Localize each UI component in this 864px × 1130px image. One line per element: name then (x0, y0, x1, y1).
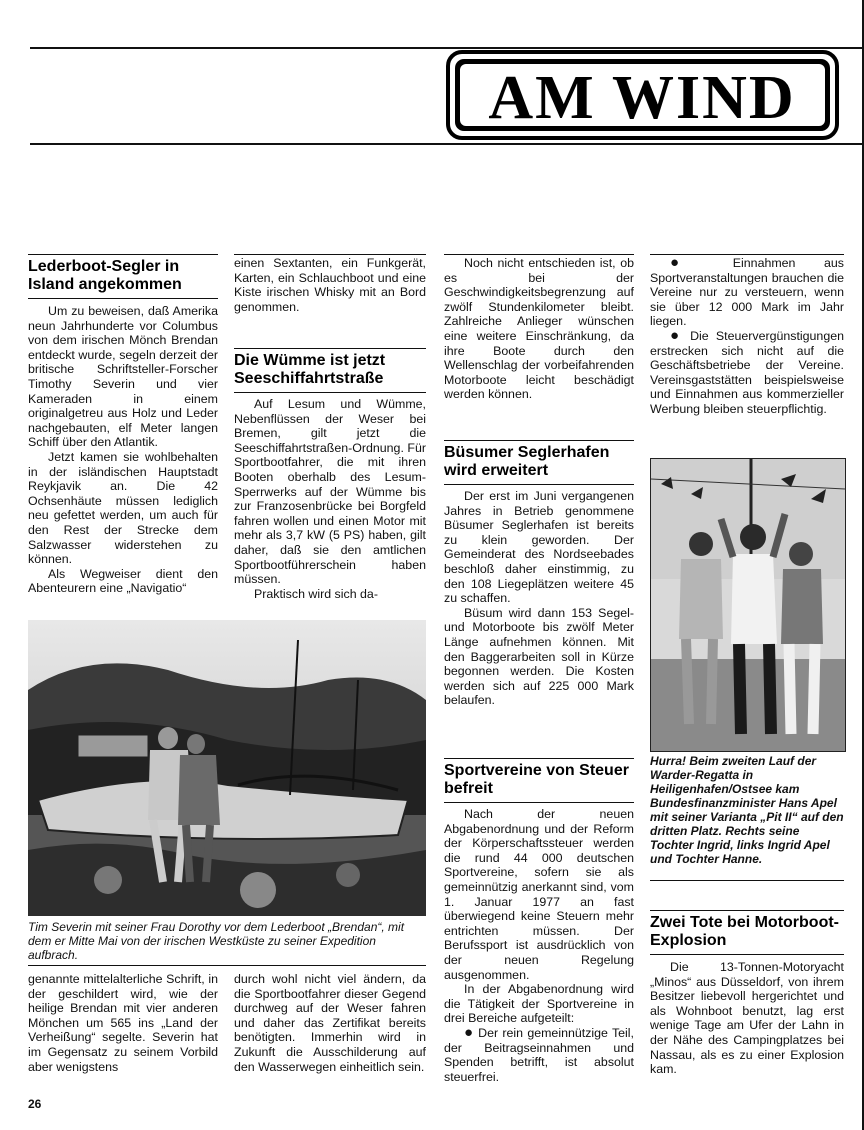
article4-para2: In der Abgabenordnung wird die Tätigkeit der Sportvereine in drei Bereiche aufgeteilt: (444, 982, 634, 1026)
bullet-icon: ● (670, 326, 683, 344)
page-number: 26 (28, 1097, 42, 1111)
article3-para1: Der erst im Juni vergangenen Jahres in Betrieb genommene Büsumer Seglerhafen ist bereits zu klein geworden. Der Gemeinderat des Nordseebades beschloß daher einstimmig, zu den 108 Liegeplätzen weitere 45 zu schaffen. (444, 489, 634, 606)
article4-bullet3 (650, 326, 844, 417)
article2-continued-text: durch wohl nicht viel ändern, da die Sportbootfahrer dieser Gegend durchweg auf der Weser fahren und daher das Zertifikat bereits benötigten. Immerhin wird in Zukunft die Ausschilderung auf den Wasserwegen einheitlich sein. (234, 972, 426, 1074)
article1-headline: Lederboot-Segler in Island angekommen (28, 258, 182, 293)
article2-col3-text: Noch nicht entschieden ist, ob es bei der Geschwindigkeitsbegrenzung auf zwölf Stundenkilometer bleibt. Zahlreiche Anlieger wünschen eine weitere Einschränkung, da ihre Boote durch den Wellenschlag der vorbeifahrenden Motorboote leicht beschädigt werden können. (444, 256, 634, 402)
photo2-caption-rule (650, 880, 844, 881)
photo1-caption: Tim Severin mit seiner Frau Dorothy vor dem Lederboot „Brendan“, mit dem er Mitte Mai von der irischen Westküste zu seiner Expedition aufbrach. (28, 920, 405, 962)
article1-col1 (28, 304, 218, 596)
article4-col4 (650, 256, 844, 417)
article4-headline: Sportvereine von Steuer befreit (444, 762, 629, 797)
article4-top-rule (444, 758, 634, 759)
article2-continued (234, 972, 426, 1074)
article2-para2: Praktisch wird sich da- (254, 586, 378, 601)
article3-top-rule (444, 440, 634, 441)
article5-underline (650, 954, 844, 955)
article1-para3: Als Wegweiser dient den Abenteurern eine „Navigatio“ (28, 566, 218, 596)
am-wind-logo (446, 50, 839, 140)
article1-col2-text: einen Sextanten, ein Funkgerät, Karten, ein Schlauchboot und eine Kiste irischen Whisky mit an Bord genommen. (234, 256, 426, 314)
photo-apel-regatta (650, 458, 846, 752)
top-rule (30, 47, 864, 49)
article4-para1: Nach der neuen Abgabenordnung und der Reform der Körperschaftssteuer werden die rund 44 000 deutschen Sportvereine, sofern sie als gemeinnützig anerkannt sind, vom 1. Januar 1977 an fast überwiegend keine Steuern mehr entrichten müssen. Der Berufssport ist ausdrücklich von der neuen Regelung ausgenommen. (444, 807, 634, 982)
masthead-title: AM WIND (488, 64, 796, 132)
article5-headline: Zwei Tote bei Motorboot-Explosion (650, 914, 840, 949)
article2-headline: Die Wümme ist jetzt Seeschiffahrtstraße (234, 352, 386, 387)
masthead-rule (30, 143, 864, 145)
photo2-caption: Hurra! Beim zweiten Lauf der Warder-Regatta in Heiligenhafen/Ostsee kam Bundesfinanzminister Hans Apel mit seiner Varianta „Pit II“ auf den dritten Platz. Rechts seine Tochter Ingrid, links Ingrid Apel und Tochter Hanne. (650, 754, 844, 866)
col3-top-rule (444, 254, 634, 255)
article4-bullet1 (444, 1023, 635, 1084)
article5-body (650, 960, 844, 1077)
caption-rule (28, 965, 426, 966)
article3-underline (444, 484, 634, 485)
article2-col3 (444, 256, 634, 402)
article3-body (444, 489, 634, 708)
article1-continued-text: genannte mittelalterliche Schrift, in der geschildert wird, wie der heilige Brendan mit vier anderen Mönchen um 565 ins „Land der Verheißung“ segelte. Severin hat im Gegensatz zu seinem Vorbild aber wenigstens (28, 972, 218, 1074)
bullet-icon: ● (464, 1023, 474, 1041)
col1-headline-underline (28, 298, 218, 299)
article1-continued (28, 972, 218, 1074)
photo-brendan-boat (28, 620, 426, 916)
article2-para1: Auf Lesum und Wümme, Nebenflüssen der Weser bei Bremen, gilt jetzt die Seeschiffahrtstraßen-Ordnung. Für Sportbootfahrer, die mit ihren Booten oberhalb des Lesum-Sperrwerks auf der Wümme bis zur Franzosenbrücke bei Borgfeld fahren wollen und einen Motor mit mehr als 3,7 kW (5 PS) haben, gilt daher, daß sie den amtlichen Sportbootführerschein haben müssen. (234, 397, 426, 587)
article5-text: Die 13-Tonnen-Motoryacht „Minos“ aus Düsseldorf, von ihrem Besitzer liebevoll hergerichtet und als Wohnboot benutzt, lag erst wenige Tage am Ufer der Lahn in der Nähe des Campingplatzes bei Nassau, als es zu einer Explosion kam. (650, 960, 844, 1077)
brendan-boat-image (28, 620, 426, 916)
col1-headline-rule (28, 254, 218, 255)
article4-bullet1-text: Der rein gemeinnützige Teil, der Beitragseinnahmen und Spenden betrifft, ist absolut steuerfrei. (444, 1025, 635, 1084)
article2-underline (234, 392, 426, 393)
article4-bullet2 (650, 256, 844, 329)
article1-para1: Um zu beweisen, daß Amerika neun Jahrhunderte vor Columbus von dem irischen Mönch Brendan entdeckt wurde, segeln derzeit der britische Schriftsteller-Forscher Timothy Severin und vier Kameraden in einem originalgetreu aus Holz und Leder nachgebauten, elf Meter langen Schiff über den Atlantik. (28, 304, 218, 450)
article1-col2 (234, 256, 426, 314)
article2-body (234, 397, 426, 601)
col2-top-rule (234, 254, 426, 255)
article4-bullet3-text: Die Steuervergünstigungen erstrecken sich nicht auf die Geschäftsbetriebe der Vereine. Vereinsgaststätten beispielsweise und Einnahmen aus kommerzieller Werbung bleiben steuerpflichtig. (650, 328, 844, 416)
article1-para2: Jetzt kamen sie wohlbehalten in der isländischen Hauptstadt Reykjavik an. Die 42 Ochsenhäute müssen lediglich neu gefettet werden, um auch für den Rest der Strecke dem Salzwasser widerstehen zu können. (28, 449, 218, 567)
apel-regatta-image (651, 459, 845, 751)
article3-headline: Büsumer Seglerhafen wird erweitert (444, 444, 610, 479)
article4-bullet2-text: Einnahmen aus Sportveranstaltungen brauchen die Vereine nur zu versteuern, wenn sie über 12 000 Mark im Jahr liegen. (650, 256, 844, 329)
article2-top-rule (234, 348, 426, 349)
article4-body (444, 807, 634, 1084)
article3-para2: Büsum wird dann 153 Segel- und Motorboote bis zwölf Meter Länge aufnehmen können. Mit den Baggerarbeiten soll in Kürze begonnen werden. Die Kosten werden sich auf 225 000 Mark belaufen. (444, 605, 634, 708)
article4-underline (444, 802, 634, 803)
article5-top-rule (650, 910, 844, 911)
bullet-icon: ● (670, 254, 705, 271)
